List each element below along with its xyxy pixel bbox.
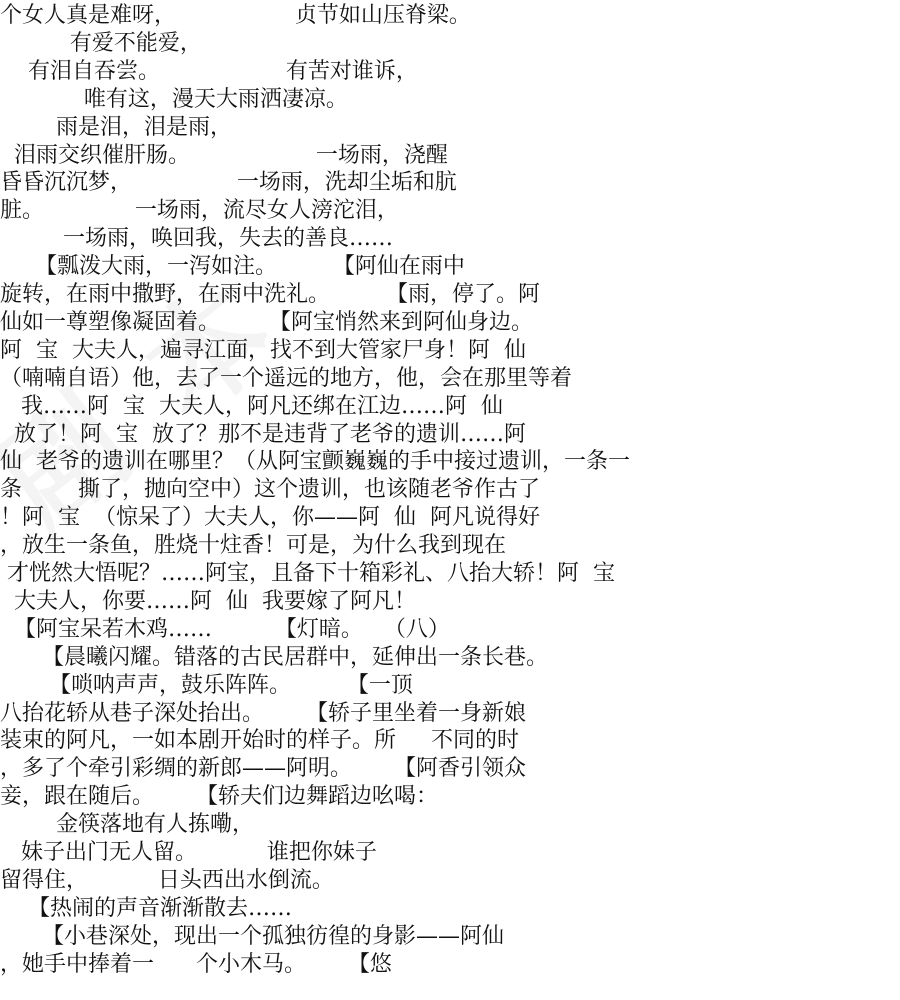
text-line: 唯有这，漫天大雨洒凄凉。 — [0, 86, 348, 112]
text-line: 装束的阿凡，一如本剧开始时的样子。所 不同的时 — [0, 728, 519, 754]
text-line: 【小巷深处，现出一个孤独彷徨的身影——阿仙 — [0, 923, 504, 949]
text-line: 脏。 一场雨，流尽女人滂沱泪， — [0, 198, 399, 224]
text-line: 妾，跟在随后。 【轿夫们边舞蹈边吆喝： — [0, 784, 438, 810]
text-line: （喃喃自语）他，去了一个遥远的地方，他，会在那里等着 — [0, 365, 573, 391]
text-line: 有爱不能爱， — [0, 30, 202, 56]
text-line: 【热闹的声音渐渐散去…… — [0, 895, 292, 921]
text-line: 旋转，在雨中撒野，在雨中洗礼。 【雨，停了。阿 — [0, 282, 540, 307]
text-line: 八抬花轿从巷子深处抬出。 【轿子里坐着一身新娘 — [0, 700, 526, 726]
text-line: 仙 老爷的遗训在哪里？（从阿宝颤巍巍的手中接过遗训，一条一 — [0, 449, 630, 475]
text-line: 才恍然大悟呢？……阿宝，且备下十箱彩礼、八抬大轿！阿 宝 — [0, 561, 615, 586]
text-line: 仙如一尊塑像凝固着。 【阿宝悄然来到阿仙身边。 — [0, 309, 533, 335]
text-line: 昏昏沉沉梦， 一场雨，洗却尘垢和肮 — [0, 170, 457, 196]
text-line: 条 撕了，抛向空中）这个遗训，也该随老爷作古了 — [0, 477, 540, 503]
text-line: 雨是泪，泪是雨， — [0, 114, 232, 140]
text-line: 个女人真是难呀， 贞节如山压脊梁。 — [0, 3, 471, 28]
text-line: 阿 宝 大夫人，遍寻江面，找不到大管家尸身！阿 仙 — [0, 337, 526, 363]
text-line: 金筷落地有人拣嘞， — [0, 812, 254, 838]
text-line: ，她手中捧着一 个小木马。 【悠 — [0, 951, 392, 977]
text-line: 妹子出门无人留。 谁把你妹子 — [0, 840, 377, 865]
text-line: ！阿 宝 （惊呆了）大夫人，你——阿 仙 阿凡说得好 — [0, 505, 540, 531]
text-line: 【阿宝呆若木鸡…… 【灯暗。 （八） — [0, 616, 450, 642]
text-line: 有泪自吞尝。 有苦对谁诉， — [0, 58, 418, 84]
text-line: 一场雨，唤回我，失去的善良…… — [0, 226, 393, 252]
text-line: 大夫人，你要……阿 仙 我要嫁了阿凡！ — [0, 588, 416, 614]
text-line: ，多了个牵引彩绸的新郎——阿明。 【阿香引领众 — [0, 756, 526, 782]
text-line: 【唢呐声声，鼓乐阵阵。 【一顶 — [0, 672, 413, 698]
text-line: 我……阿 宝 大夫人，阿凡还绑在江边……阿 仙 — [0, 393, 503, 419]
text-line: 放了！阿 宝 放了？那不是违背了老爷的遗训……阿 — [0, 421, 526, 447]
text-line: 泪雨交织催肝肠。 一场雨，浇醒 — [0, 142, 448, 168]
text-line: 【瓢泼大雨，一泻如注。 【阿仙在雨中 — [0, 254, 465, 280]
text-line: 【晨曦闪耀。错落的古民居群中，延伸出一条长巷。 — [0, 644, 548, 670]
text-line: ，放生一条鱼，胜烧十炷香！可是，为什么我到现在 — [0, 533, 507, 559]
text-line: 留得住， 日头西出水倒流。 — [0, 867, 334, 893]
